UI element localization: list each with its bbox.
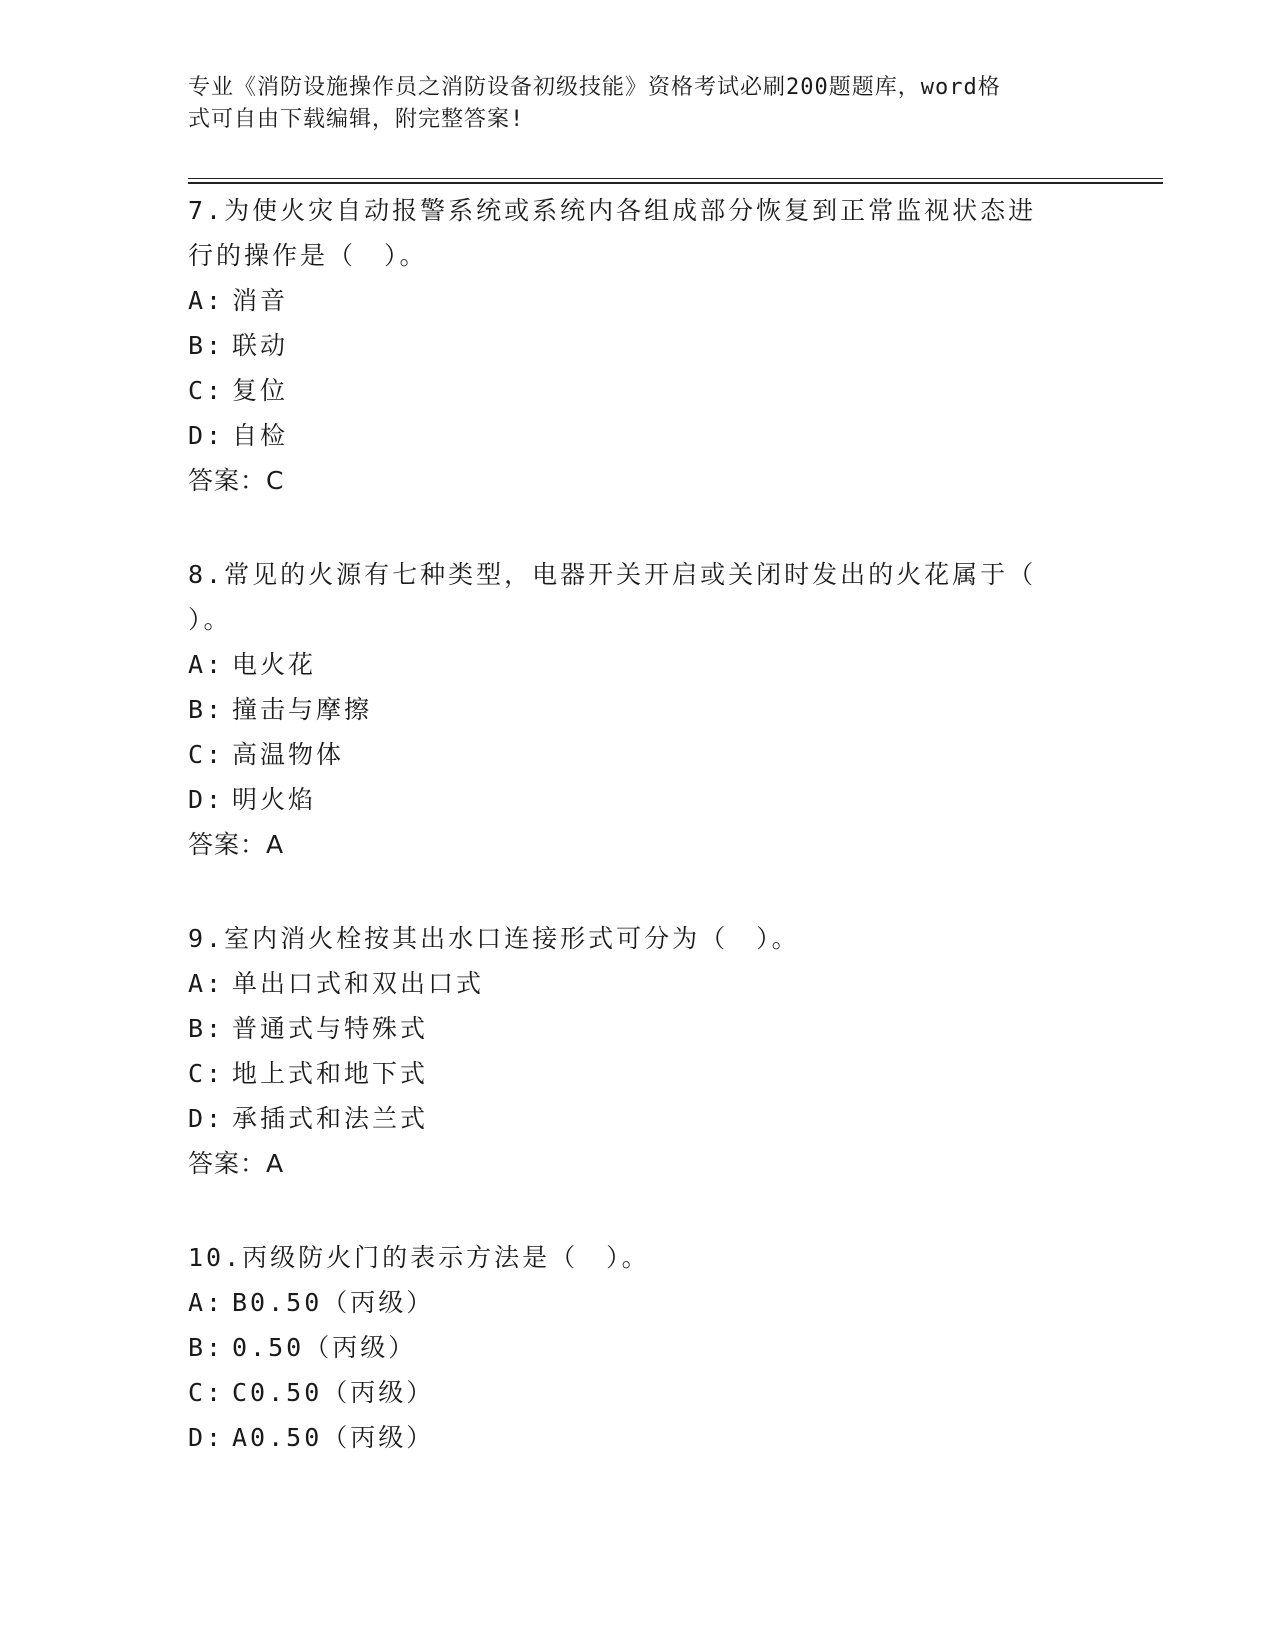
- option-text: 复位: [232, 376, 289, 405]
- header-line-1: 专业《消防设施操作员之消防设备初级技能》资格考试必刷200题题库，word格: [188, 75, 1001, 100]
- option-text: 消音: [232, 286, 289, 315]
- option-letter: C:: [188, 1378, 225, 1407]
- option-c: [188, 1051, 1088, 1096]
- option-a: [188, 278, 1088, 323]
- question-stem-line-1: 8.常见的火源有七种类型，电器开关开启或关闭时发出的火花属于（: [188, 560, 1037, 589]
- option-text: 高温物体: [232, 740, 345, 769]
- header-divider-thick: [188, 182, 1163, 184]
- option-text: C0.50（丙级）: [232, 1378, 435, 1407]
- option-c: [188, 1370, 1088, 1415]
- option-text: A0.50（丙级）: [232, 1423, 435, 1452]
- question-7: [188, 188, 1088, 503]
- answer-label: 答案：C: [188, 466, 285, 495]
- option-letter: D:: [188, 1104, 225, 1133]
- question-stem-line-2: ）。: [188, 605, 232, 634]
- option-letter: A:: [188, 650, 225, 679]
- option-letter: C:: [188, 1059, 225, 1088]
- document-header: [188, 72, 1068, 136]
- option-text: 撞击与摩擦: [232, 695, 373, 724]
- question-stem-line-1: 7.为使火灾自动报警系统或系统内各组成部分恢复到正常监视状态进: [188, 196, 1037, 225]
- option-a: [188, 961, 1088, 1006]
- header-line-2: 式可自由下载编辑，附完整答案!: [188, 107, 525, 132]
- option-letter: A:: [188, 1288, 225, 1317]
- option-d: [188, 777, 1088, 822]
- question-8: [188, 552, 1088, 867]
- option-text: 电火花: [232, 650, 317, 679]
- option-a: [188, 1280, 1088, 1325]
- option-b: [188, 323, 1088, 368]
- option-letter: C:: [188, 740, 225, 769]
- option-text: B0.50（丙级）: [232, 1288, 435, 1317]
- option-letter: B:: [188, 1333, 225, 1362]
- option-d: [188, 1415, 1088, 1460]
- header-divider-thin: [188, 178, 1163, 179]
- option-text: 地上式和地下式: [232, 1059, 429, 1088]
- option-d: [188, 1096, 1088, 1141]
- option-text: 明火焰: [232, 785, 317, 814]
- option-letter: A:: [188, 969, 225, 998]
- option-letter: D:: [188, 1423, 225, 1452]
- option-text: 0.50（丙级）: [232, 1333, 417, 1362]
- answer-label: 答案：A: [188, 830, 285, 859]
- option-text: 单出口式和双出口式: [232, 969, 485, 998]
- option-b: [188, 687, 1088, 732]
- question-stem-line-1: 9.室内消火栓按其出水口连接形式可分为（ ）。: [188, 924, 800, 953]
- option-text: 承插式和法兰式: [232, 1104, 429, 1133]
- option-letter: A:: [188, 286, 225, 315]
- option-d: [188, 413, 1088, 458]
- option-a: [188, 642, 1088, 687]
- question-9: [188, 916, 1088, 1186]
- answer-label: 答案：A: [188, 1149, 285, 1178]
- option-letter: B:: [188, 331, 225, 360]
- option-letter: D:: [188, 421, 225, 450]
- option-letter: B:: [188, 695, 225, 724]
- option-text: 普通式与特殊式: [232, 1014, 429, 1043]
- option-b: [188, 1325, 1088, 1370]
- question-10: [188, 1235, 1088, 1460]
- option-c: [188, 368, 1088, 413]
- option-c: [188, 732, 1088, 777]
- option-b: [188, 1006, 1088, 1051]
- question-stem-line-1: 10.丙级防火门的表示方法是（ ）。: [188, 1243, 650, 1272]
- option-text: 联动: [232, 331, 289, 360]
- option-letter: D:: [188, 785, 225, 814]
- question-stem-line-2: 行的操作是（ ）。: [188, 241, 428, 270]
- option-text: 自检: [232, 421, 289, 450]
- option-letter: B:: [188, 1014, 225, 1043]
- option-letter: C:: [188, 376, 225, 405]
